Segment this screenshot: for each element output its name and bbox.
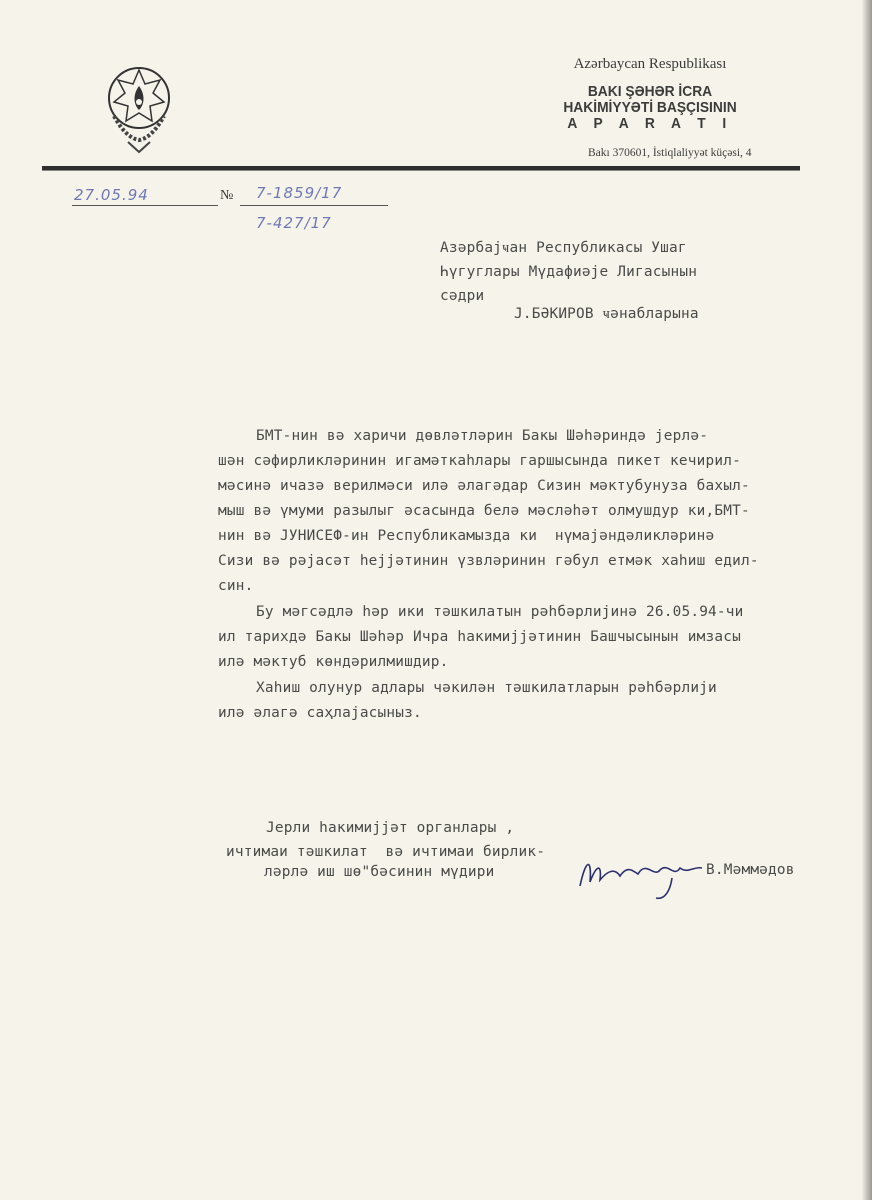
org-line-3: A P A R A T I (567, 115, 733, 132)
signatory-title: Јерли һакимијјәт органлары , (266, 820, 515, 836)
signatory-title: ләрлә иш шө"бәсинин мүдири (264, 864, 495, 880)
signatory-name: В.Мәммәдов (706, 862, 795, 878)
body-line: илә әлагә саҳлајасыныз. (218, 705, 422, 721)
body-line: Сизи вә рәјасәт һејјәтинин үзвләринин гәбул етмәк хаһиш едил- (218, 553, 759, 569)
body-line: ил тарихдә Бакы Шәһәр Ичра һакимијјәтинин Башчысынын имзасы (218, 629, 741, 645)
recipient-line: Һүгуглары Мүдафиәје Лигасынын (440, 264, 698, 280)
paper-edge (862, 0, 872, 1200)
letterhead-country: Azərbaycan Respublikası (573, 56, 727, 72)
org-line-1: BAKI ŞƏHƏR İCRA (587, 83, 713, 100)
recipient-line: сәдри (440, 288, 485, 304)
body-line: Бу мәгсәдлә һәр ики тәшкилатын рәһбәрлијинә 26.05.94-чи (256, 604, 744, 620)
date-underline (72, 205, 218, 206)
reference-number: 7-1859/17 (256, 184, 343, 202)
number-underline (240, 205, 388, 206)
letterhead-address: Bakı 370601, İstiqlaliyyət küçəsi, 4 (588, 147, 752, 159)
body-line: мыш вә үмуми разылыг әсасында белә мәсләһәт олмушдур ки,БМТ- (218, 503, 750, 519)
body-line: нин вә ЈУНИСЕФ-ин Республикамызда ки нүмајәндәликләринә (218, 528, 715, 544)
letterhead-divider (42, 166, 800, 171)
body-line: илә мәктуб көндәрилмишдир. (218, 654, 449, 670)
handwritten-signature (576, 848, 706, 904)
signatory-title: ичтимаи тәшкилат вә ичтимаи бирлик- (226, 844, 546, 860)
coat-of-arms-emblem (106, 60, 172, 156)
reference-date: 27.05.94 (74, 186, 149, 204)
recipient-name: Ј.БӘКИРОВ ҹәнабларына (514, 306, 699, 322)
body-line: БМТ-нин вә харичи дөвләтләрин Бакы Шәһәриндә јерлә- (256, 428, 709, 444)
body-line: син. (218, 578, 254, 594)
recipient-line: Азәрбајҹан Республикасы Ушаг (440, 240, 687, 256)
letterhead-organization (530, 84, 769, 132)
number-label: № (220, 188, 234, 203)
org-line-2: HAKİMİYYƏTİ BAŞÇISININ (563, 99, 737, 116)
reference-number-2: 7-427/17 (256, 214, 332, 232)
body-line: мәсинә ичазә верилмәси илә әлагәдар Сизин мәктубунуза бахыл- (218, 478, 750, 494)
body-line: шән сәфирликләринин игамәткаһлары гаршысында пикет кечирил- (218, 453, 741, 469)
body-line: Хаһиш олунур адлары чәкилән тәшкилатларын рәһбәрлији (256, 680, 717, 696)
